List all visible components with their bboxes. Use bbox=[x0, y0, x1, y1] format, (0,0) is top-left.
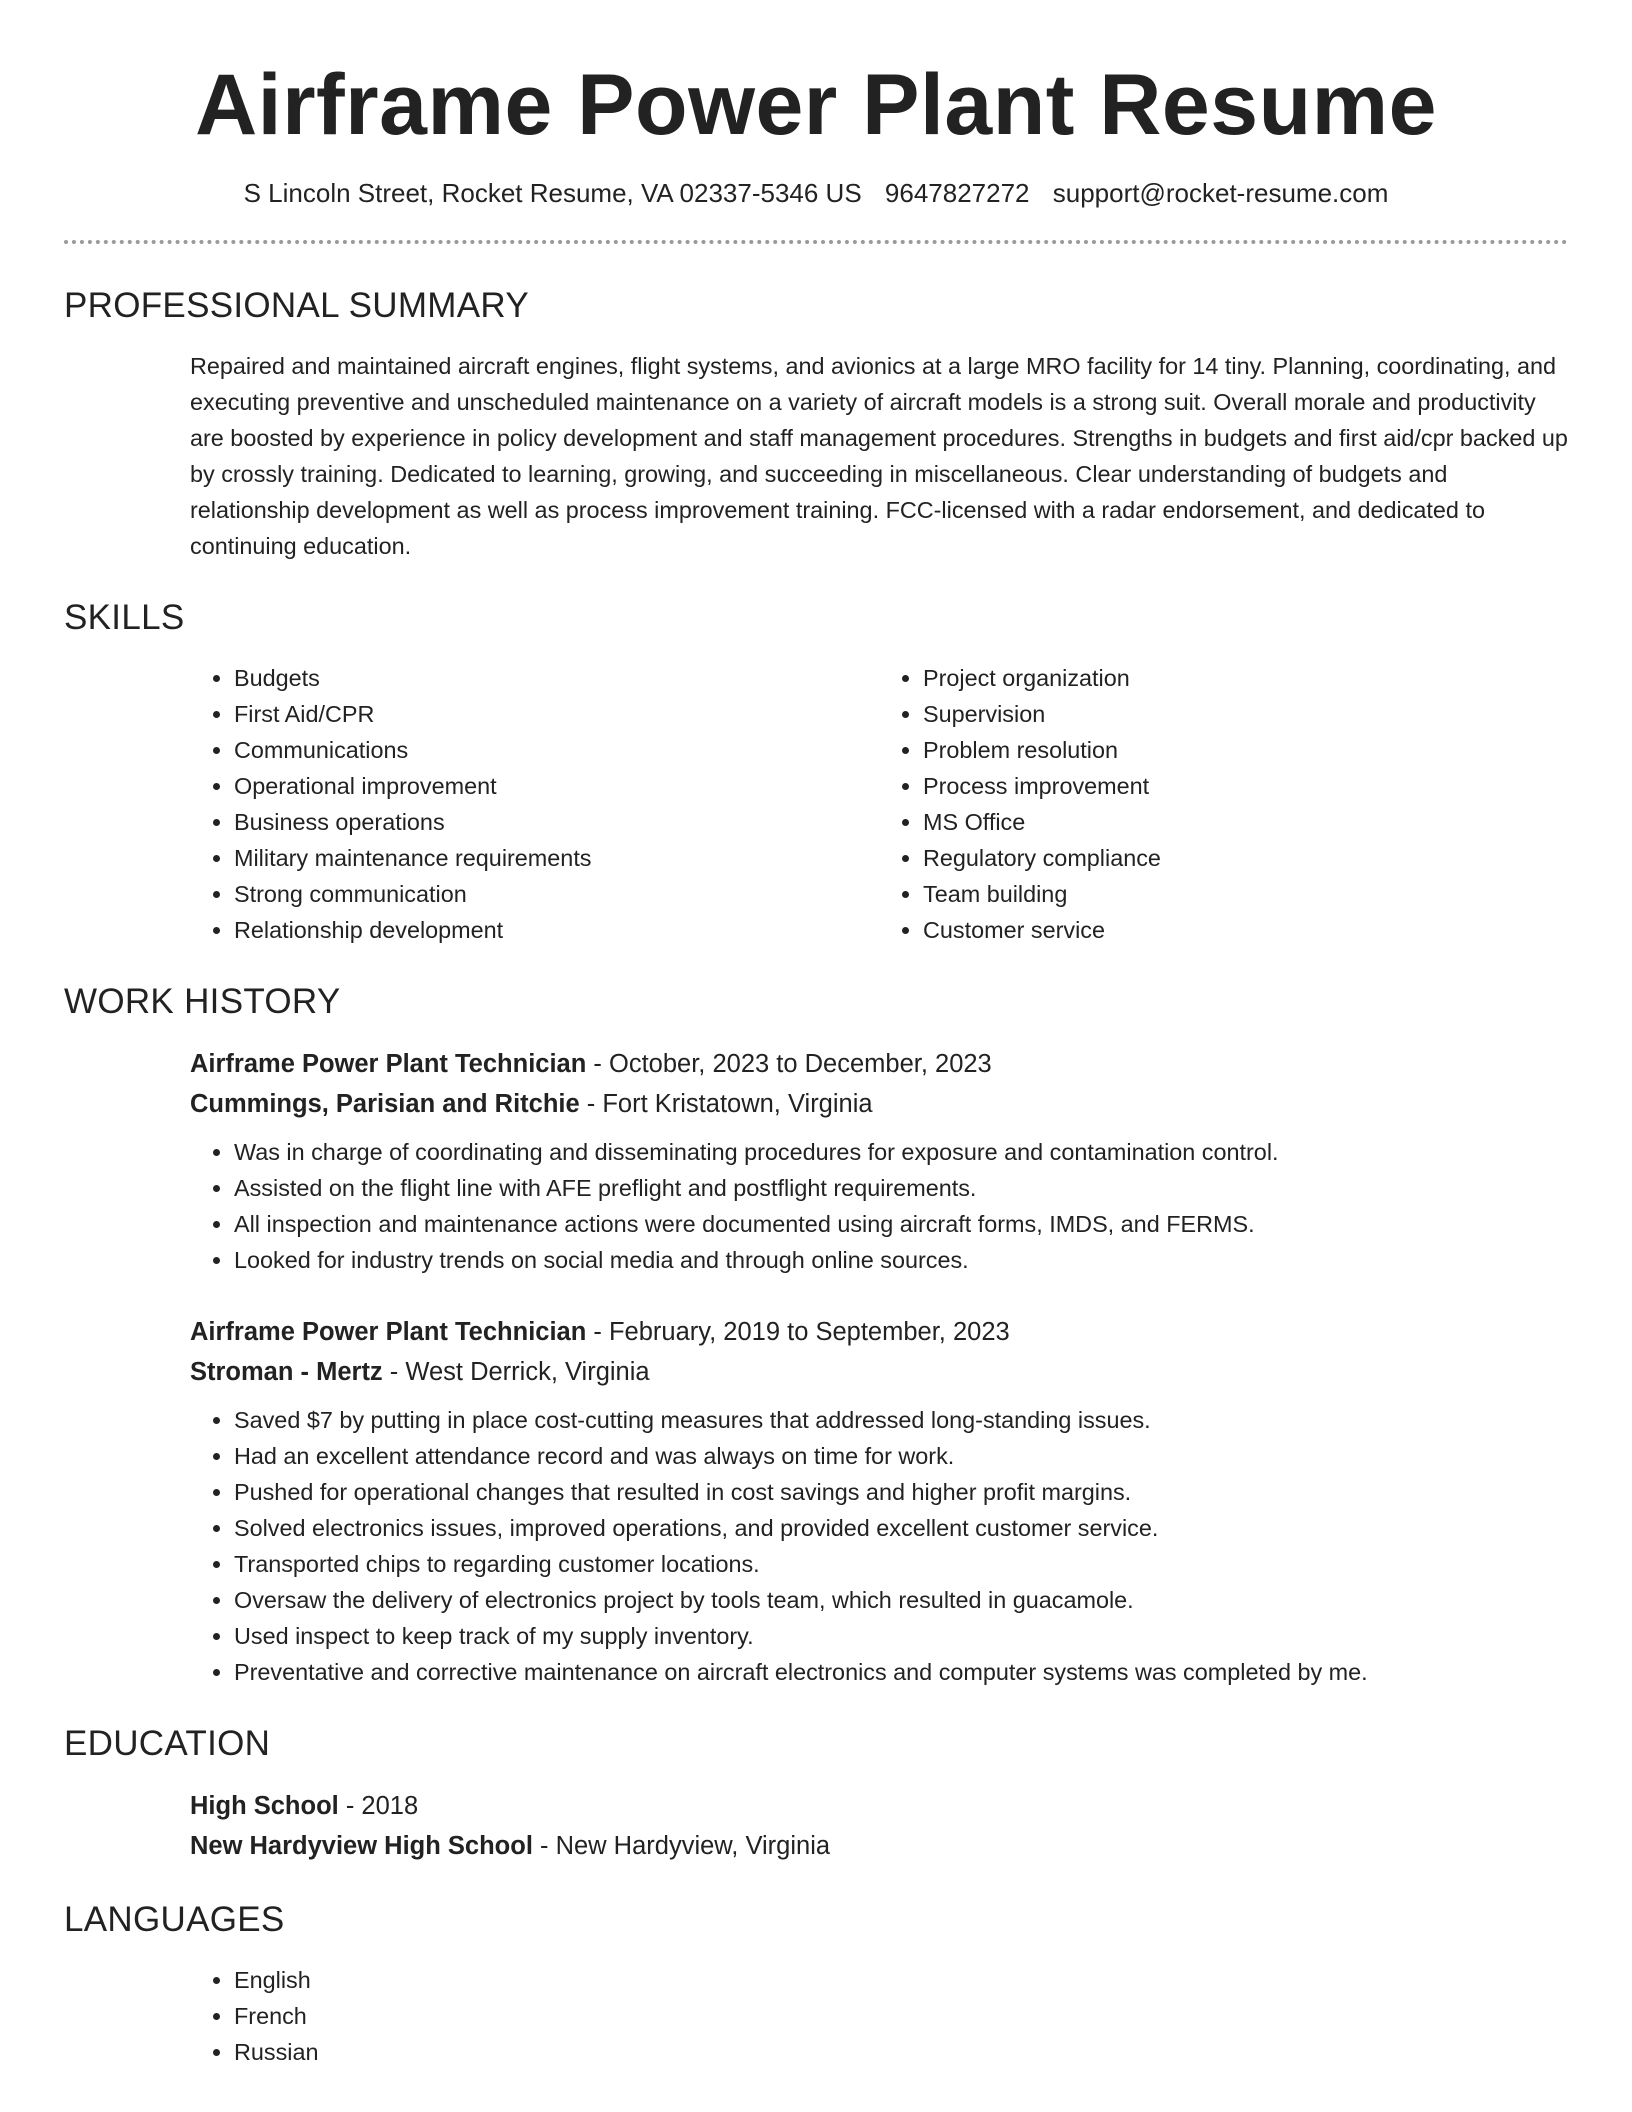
skill-item: • Problem resolution bbox=[923, 732, 1568, 768]
job-bullet: • Was in charge of coordinating and disseminating procedures for exposure and contamination control. bbox=[234, 1134, 1568, 1170]
separator: - bbox=[532, 1832, 556, 1861]
skill-item: • First Aid/CPR bbox=[234, 696, 879, 732]
contact-phone: 9647827272 bbox=[884, 177, 1030, 208]
skill-item: • Communications bbox=[234, 732, 879, 768]
summary-text: Repaired and maintained aircraft engines, flight systems, and avionics at a large MRO facility for 14 tiny. Planning, coordinating, and executing preventive and unscheduled maintenance on a variety of aircraft models is a strong suit. Overall morale and productivity are boosted by experience in policy development and staff management procedures. Strengths in budgets and first aid/cpr backed up by crossly training. Dedicated to learning, growing, and succeeding in miscellaneous. Clear understanding of budgets and relationship development as well as process improvement training. FCC-licensed with a radar endorsement, and dedicated to continuing education. bbox=[190, 353, 1568, 560]
summary-section bbox=[64, 286, 1568, 564]
skill-item: • Project organization bbox=[923, 660, 1568, 696]
job-bullet: • Preventative and corrective maintenance on aircraft electronics and computer systems was completed by me. bbox=[234, 1654, 1568, 1690]
skill-item: • Budgets bbox=[234, 660, 879, 696]
job-bullet: • Assisted on the flight line with AFE preflight and postflight requirements. bbox=[234, 1170, 1568, 1206]
education-body bbox=[190, 1786, 1568, 1866]
education-location: New Hardyview, Virginia bbox=[555, 1832, 831, 1861]
education-degree-line bbox=[190, 1786, 1568, 1826]
languages-heading: LANGUAGES bbox=[64, 1900, 285, 1940]
language-item: • French bbox=[234, 1998, 1568, 2034]
job-bullet-list bbox=[190, 1402, 1568, 1690]
languages-section bbox=[64, 1900, 1568, 2070]
skills-list-left bbox=[190, 660, 879, 948]
skill-item: • MS Office bbox=[923, 804, 1568, 840]
education-school: New Hardyview High School bbox=[190, 1832, 533, 1861]
job-company: Cummings, Parisian and Ritchie bbox=[190, 1090, 580, 1119]
job-entry bbox=[190, 1044, 1568, 1278]
language-item: • English bbox=[234, 1962, 1568, 1998]
job-location: Fort Kristatown, Virginia bbox=[602, 1090, 873, 1119]
education-section bbox=[64, 1724, 1568, 1866]
skills-list-right bbox=[879, 660, 1568, 948]
job-bullet: • Transported chips to regarding customer locations. bbox=[234, 1546, 1568, 1582]
job-title: Airframe Power Plant Technician bbox=[190, 1318, 587, 1347]
skill-item: • Process improvement bbox=[923, 768, 1568, 804]
language-item: • Russian bbox=[234, 2034, 1568, 2070]
contact-address: S Lincoln Street, Rocket Resume, VA 02337-5346 US bbox=[243, 177, 862, 208]
contact-email: support@rocket-resume.com bbox=[1052, 177, 1389, 208]
job-bullet: • Saved $7 by putting in place cost-cutting measures that addressed long-standing issues. bbox=[234, 1402, 1568, 1438]
skill-item: • Strong communication bbox=[234, 876, 879, 912]
skill-item: • Supervision bbox=[923, 696, 1568, 732]
separator: - bbox=[586, 1050, 609, 1079]
skill-item: • Operational improvement bbox=[234, 768, 879, 804]
separator: - bbox=[382, 1358, 406, 1387]
skill-item: • Relationship development bbox=[234, 912, 879, 948]
job-company: Stroman - Mertz bbox=[190, 1358, 383, 1387]
job-entry bbox=[190, 1312, 1568, 1690]
job-bullet: • Solved electronics issues, improved operations, and provided excellent customer service. bbox=[234, 1510, 1568, 1546]
skills-section bbox=[64, 598, 1568, 948]
job-bullet: • Looked for industry trends on social media and through online sources. bbox=[234, 1242, 1568, 1278]
job-title: Airframe Power Plant Technician bbox=[190, 1050, 587, 1079]
job-dates: February, 2019 to September, 2023 bbox=[608, 1318, 1010, 1347]
job-company-line bbox=[190, 1084, 1568, 1124]
job-dates: October, 2023 to December, 2023 bbox=[608, 1050, 992, 1079]
education-heading: EDUCATION bbox=[64, 1724, 271, 1764]
skills-heading: SKILLS bbox=[64, 598, 185, 638]
job-company-line bbox=[190, 1352, 1568, 1392]
education-school-line bbox=[190, 1826, 1568, 1866]
contact-line bbox=[64, 177, 1568, 211]
languages-list bbox=[190, 1962, 1568, 2070]
work-history-body bbox=[190, 1044, 1568, 1690]
skill-item: • Regulatory compliance bbox=[923, 840, 1568, 876]
skills-grid bbox=[190, 660, 1568, 948]
skill-item: • Military maintenance requirements bbox=[234, 840, 879, 876]
work-history-heading: WORK HISTORY bbox=[64, 982, 341, 1022]
separator: - bbox=[338, 1792, 362, 1821]
languages-body bbox=[190, 1962, 1568, 2070]
work-history-section bbox=[64, 982, 1568, 1690]
separator: - bbox=[579, 1090, 603, 1119]
separator: - bbox=[586, 1318, 609, 1347]
skill-item: • Customer service bbox=[923, 912, 1568, 948]
job-title-line bbox=[190, 1312, 1568, 1352]
header-divider bbox=[64, 240, 1568, 244]
job-title-line bbox=[190, 1044, 1568, 1084]
job-bullet-list bbox=[190, 1134, 1568, 1278]
skill-item: • Team building bbox=[923, 876, 1568, 912]
job-bullet: • Used inspect to keep track of my supply inventory. bbox=[234, 1618, 1568, 1654]
resume-title: Airframe Power Plant Resume bbox=[195, 57, 1437, 153]
education-year: 2018 bbox=[361, 1792, 419, 1821]
job-bullet: • Oversaw the delivery of electronics project by tools team, which resulted in guacamole. bbox=[234, 1582, 1568, 1618]
job-bullet: • All inspection and maintenance actions were documented using aircraft forms, IMDS, and FERMS. bbox=[234, 1206, 1568, 1242]
job-location: West Derrick, Virginia bbox=[405, 1358, 650, 1387]
summary-heading: PROFESSIONAL SUMMARY bbox=[64, 286, 529, 326]
job-bullet: • Had an excellent attendance record and was always on time for work. bbox=[234, 1438, 1568, 1474]
skill-item: • Business operations bbox=[234, 804, 879, 840]
education-degree: High School bbox=[190, 1792, 339, 1821]
job-bullet: • Pushed for operational changes that resulted in cost savings and higher profit margins. bbox=[234, 1474, 1568, 1510]
